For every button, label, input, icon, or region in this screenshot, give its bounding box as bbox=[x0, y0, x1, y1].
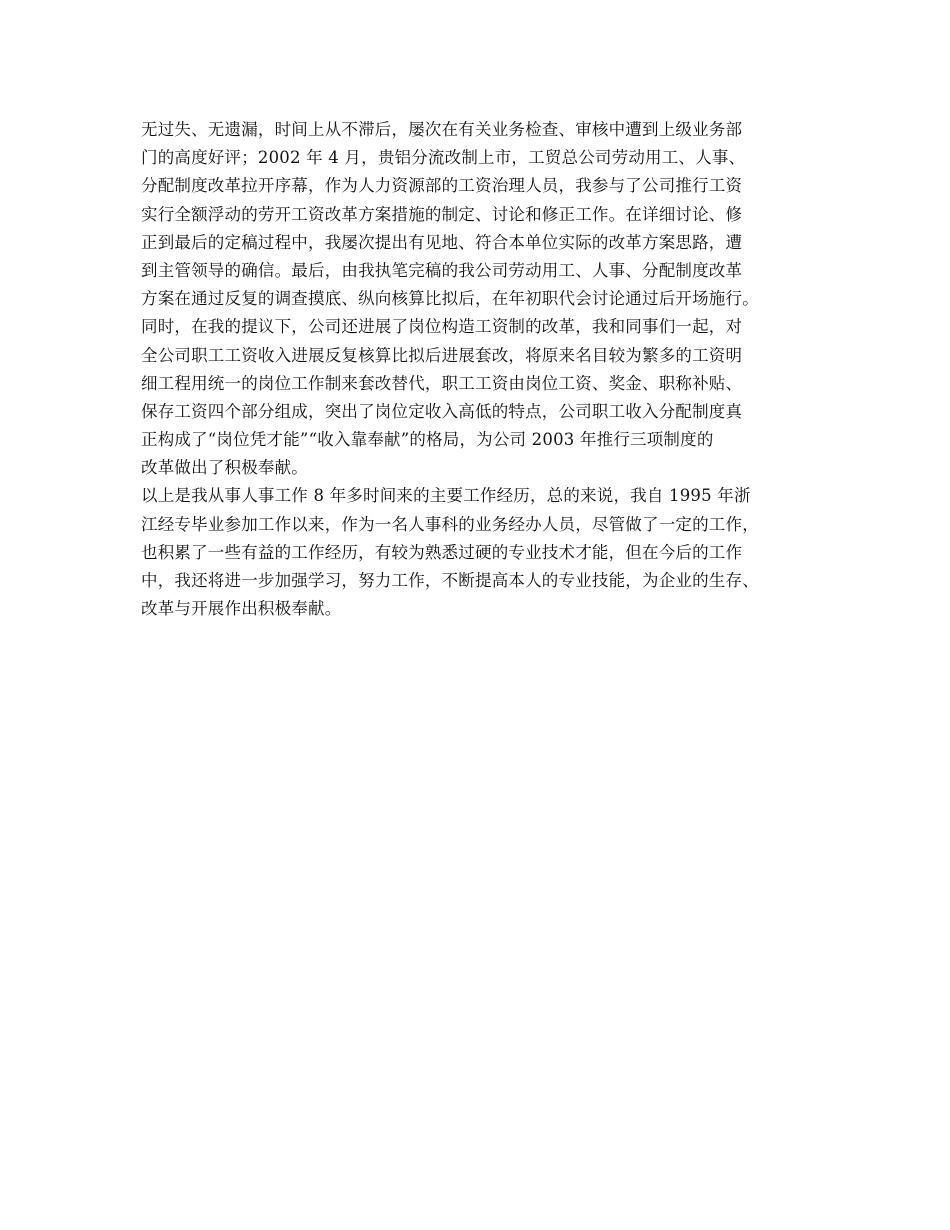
text-line: 方案在通过反复的调查摸底、纵向核算比拟后，在年初职代会讨论通过后开场施行。 bbox=[141, 289, 759, 309]
text-line: 实行全额浮动的劳开工资改革方案措施的制定、讨论和修正工作。在详细讨论、修 bbox=[141, 204, 743, 224]
text-line: 无过失、无遗漏，时间上从不滞后，屡次在有关业务检查、审核中遭到上级业务部 bbox=[141, 120, 743, 139]
text-line: 门的高度好评；2002 年 4 月，贵铝分流改制上市，工贸总公司劳动用工、人事、 bbox=[141, 148, 746, 168]
document-body bbox=[141, 116, 841, 623]
text-line: 也积累了一些有益的工作经历，有较为熟悉过硬的专业技术才能，但在今后的工作 bbox=[141, 542, 743, 562]
text-line: 正到最后的定稿过程中，我屡次提出有见地、符合本单位实际的改革方案思路，遭 bbox=[141, 232, 743, 252]
text-line: 细工程用统一的岗位工作制来套改替代，职工工资由岗位工资、奖金、职称补贴、 bbox=[141, 373, 743, 393]
text-line: 江经专毕业参加工作以来，作为一名人事科的业务经办人员，尽管做了一定的工作， bbox=[141, 514, 759, 534]
text-line: 以上是我从事人事工作 8 年多时间来的主要工作经历，总的来说，我自 1995 年浙 bbox=[141, 486, 751, 506]
text-line: 中，我还将进一步加强学习，努力工作，不断提高本人的专业技能，为企业的生存、 bbox=[141, 571, 759, 590]
text-line: 全公司职工工资收入进展反复核算比拟后进展套改，将原来名目较为繁多的工资明 bbox=[141, 345, 743, 365]
text-line: 改革做出了积极奉献。 bbox=[141, 458, 308, 478]
text-line: 改革与开展作出积极奉献。 bbox=[141, 599, 342, 619]
text-line: 保存工资四个部分组成，突出了岗位定收入高低的特点，公司职工收入分配制度真 bbox=[141, 401, 743, 421]
text-line: 同时，在我的提议下，公司还进展了岗位构造工资制的改革，我和同事们一起，对 bbox=[141, 317, 743, 337]
text-line: 分配制度改革拉开序幕，作为人力资源部的工资治理人员，我参与了公司推行工资 bbox=[141, 176, 743, 196]
text-line: 到主管领导的确信。最后，由我执笔完稿的我公司劳动用工、人事、分配制度改革 bbox=[141, 260, 743, 280]
text-line: 正构成了“岗位凭才能”“收入靠奉献”的格局，为公司 2003 年推行三项制度的 bbox=[141, 430, 714, 450]
